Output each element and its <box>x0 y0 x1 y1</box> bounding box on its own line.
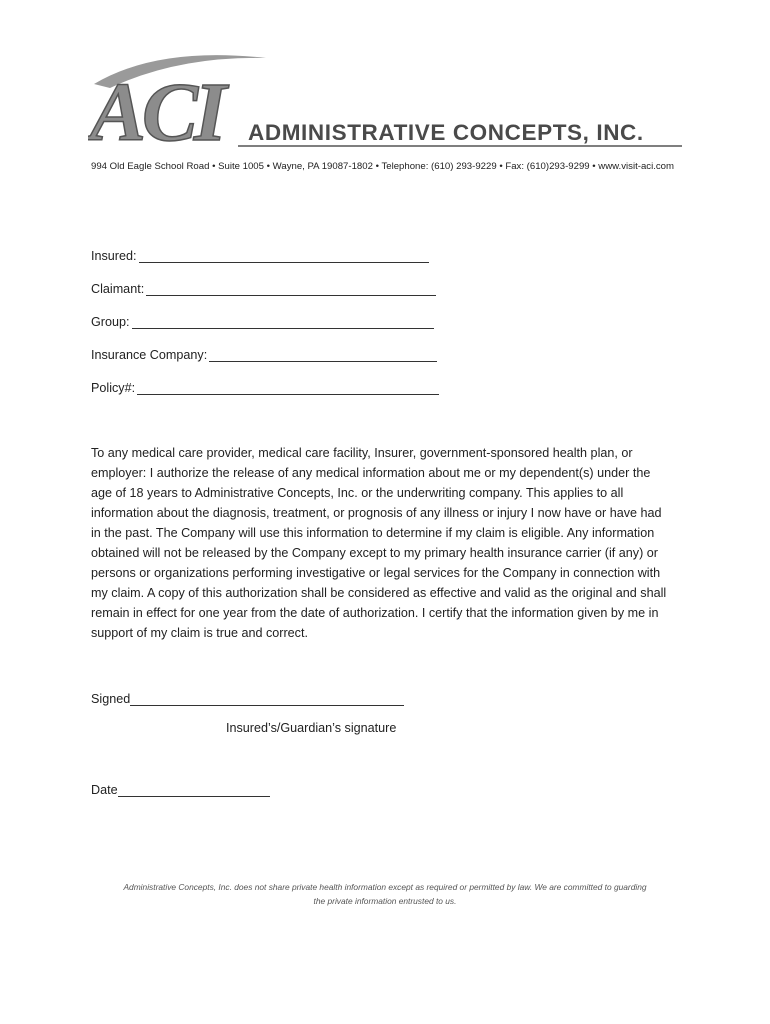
policy-input-line[interactable] <box>137 380 439 395</box>
date-label: Date <box>91 783 118 797</box>
signed-label: Signed <box>91 692 131 706</box>
authorization-line: persons or organizations performing investigative or legal services for the Company in connection with <box>91 566 661 580</box>
date-input-line[interactable] <box>118 782 270 797</box>
footer-line: Administrative Concepts, Inc. does not share private health information except as required or permitted by law. We are committed to guarding <box>123 882 647 892</box>
insured-label: Insured: <box>91 249 137 263</box>
group-input-line[interactable] <box>132 314 434 329</box>
insured-field <box>91 248 429 263</box>
logo-company-name: ADMINISTRATIVE CONCEPTS, INC. <box>248 120 644 145</box>
privacy-footer <box>80 880 690 908</box>
group-label: Group: <box>91 315 130 329</box>
company-logo <box>88 52 688 152</box>
date-field <box>91 782 270 797</box>
authorization-line: remain in effect for one year from the date of authorization. I certify that the information given by me in <box>91 606 659 620</box>
signature-caption: Insured’s/Guardian’s signature <box>226 721 397 735</box>
authorization-line: age of 18 years to Administrative Concepts, Inc. or the underwriting company. This applies to all <box>91 486 624 500</box>
claimant-input-line[interactable] <box>146 281 436 296</box>
insurance-company-input-line[interactable] <box>209 347 437 362</box>
authorization-text <box>91 443 683 643</box>
authorization-line: employer: I authorize the release of any medical information about me or my dependent(s) under the <box>91 466 651 480</box>
aci-logo-graphic <box>88 52 688 152</box>
authorization-line: To any medical care provider, medical care facility, Insurer, government-sponsored health plan, or <box>91 446 633 460</box>
company-address: 994 Old Eagle School Road • Suite 1005 • Wayne, PA 19087-1802 • Telephone: (610) 293-9229 • Fax: (610)293-9299 • www.visit-aci.com <box>91 161 674 172</box>
footer-line: the private information entrusted to us. <box>313 896 457 906</box>
authorization-line: information about the diagnosis, treatment, or prognosis of any illness or injury I now have or have had <box>91 506 662 520</box>
signature-input-line[interactable] <box>130 691 404 706</box>
group-field <box>91 314 434 329</box>
insured-input-line[interactable] <box>139 248 429 263</box>
insurance-company-field <box>91 347 437 362</box>
claimant-field <box>91 281 436 296</box>
claimant-label: Claimant: <box>91 282 145 296</box>
authorization-line: support of my claim is true and correct. <box>91 626 308 640</box>
insurance-company-label: Insurance Company: <box>91 348 208 362</box>
policy-label: Policy#: <box>91 381 136 395</box>
authorization-line: in the past. The Company will use this information to determine if my claim is eligible. Any information <box>91 526 655 540</box>
authorization-line: obtained will not be released by the Company except to my primary health insurance carrier (if any) or <box>91 546 658 560</box>
authorization-line: my claim. A copy of this authorization shall be considered as effective and valid as the original and shall <box>91 586 667 600</box>
policy-field <box>91 380 439 395</box>
signature-field <box>91 691 404 706</box>
logo-monogram: ACI <box>90 66 223 152</box>
